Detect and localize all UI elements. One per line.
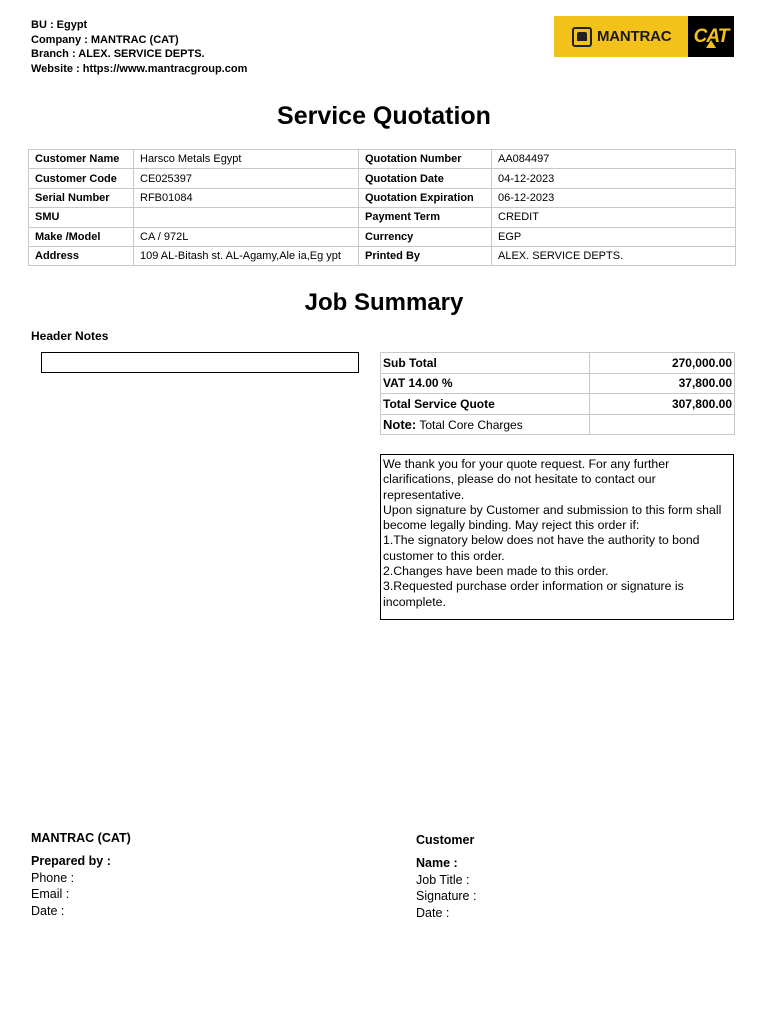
mantrac-emblem-icon (572, 27, 592, 47)
customer-name-label: Name : (416, 855, 458, 870)
website-line: Website : https://www.mantracgroup.com (31, 62, 248, 75)
header-notes-label: Header Notes (31, 329, 109, 343)
mantrac-cat-logo (554, 16, 734, 57)
header-notes-field (41, 352, 359, 373)
detail-value: ALEX. SERVICE DEPTS. (492, 246, 736, 265)
details-row (29, 227, 736, 246)
detail-label: Currency (359, 227, 492, 246)
detail-value: 06-12-2023 (492, 188, 736, 207)
details-row (29, 188, 736, 207)
detail-label: Quotation Date (359, 169, 492, 188)
mantrac-signature-block (31, 830, 131, 920)
detail-value: 109 AL-Bitash st. AL-Agamy,Ale ia,Eg ypt (134, 246, 359, 265)
detail-label: Payment Term (359, 208, 492, 227)
detail-label: Printed By (359, 246, 492, 265)
totals-label: Sub Total (381, 353, 590, 374)
date-label: Date : (31, 904, 65, 919)
detail-value: CA / 972L (134, 227, 359, 246)
mantrac-signature-heading: MANTRAC (CAT) (31, 831, 131, 845)
note-text: Total Core Charges (419, 417, 523, 432)
totals-value: 307,800.00 (590, 394, 735, 415)
details-row (29, 169, 736, 188)
detail-value: RFB01084 (134, 188, 359, 207)
email-label: Email : (31, 887, 70, 902)
totals-row (381, 373, 735, 394)
note-label: Note: (383, 416, 417, 432)
bu-line: BU : Egypt (31, 19, 88, 31)
page-title: Service Quotation (277, 102, 491, 130)
terms-box (380, 454, 734, 620)
job-title-label: Job Title : (416, 872, 470, 887)
totals-value: 270,000.00 (590, 353, 735, 374)
detail-value (134, 208, 359, 227)
details-row (29, 246, 736, 265)
mantrac-logo (554, 16, 688, 57)
totals-label: Total Service Quote (381, 394, 590, 415)
quotation-details-table (28, 149, 736, 266)
customer-signature-block (416, 832, 476, 922)
totals-value: 37,800.00 (590, 373, 735, 394)
detail-label: Serial Number (29, 188, 134, 207)
detail-label: Address (29, 246, 134, 265)
detail-label: SMU (29, 208, 134, 227)
branch-line: Branch : ALEX. SERVICE DEPTS. (31, 48, 205, 60)
cat-logo-text: CAT (693, 25, 729, 47)
prepared-by-label: Prepared by : (31, 853, 111, 868)
detail-value: EGP (492, 227, 736, 246)
detail-label: Customer Code (29, 169, 134, 188)
detail-label: Customer Name (29, 150, 134, 169)
terms-line: 3.Requested purchase order information or signature is incomplete. (383, 579, 684, 609)
signature-label: Signature : (416, 889, 477, 904)
cat-logo (688, 16, 734, 57)
note-value (590, 414, 735, 435)
terms-line: We thank you for your quote request. For any further clarifications, please do not hesitate to contact our representative. (383, 457, 670, 502)
cat-triangle-icon (706, 40, 716, 48)
customer-date-label: Date : (416, 906, 450, 921)
company-line: Company : MANTRAC (CAT) (31, 33, 179, 46)
mantrac-logo-text: MANTRAC (597, 28, 672, 45)
details-row (29, 208, 736, 227)
detail-value: 04-12-2023 (492, 169, 736, 188)
totals-row (381, 394, 735, 415)
phone-label: Phone : (31, 870, 75, 885)
detail-value: AA084497 (492, 150, 736, 169)
customer-signature-heading: Customer (416, 833, 475, 847)
detail-label: Quotation Expiration (359, 188, 492, 207)
terms-line: 1.The signatory below does not have the authority to bond customer to this order. (383, 533, 700, 563)
detail-value: Harsco Metals Egypt (134, 150, 359, 169)
totals-label: VAT 14.00 % (381, 373, 590, 394)
note-cell (381, 414, 590, 435)
job-summary-title: Job Summary (304, 289, 464, 316)
company-info (31, 18, 247, 76)
detail-label: Make /Model (29, 227, 134, 246)
totals-row (381, 353, 735, 374)
totals-table (380, 352, 735, 435)
detail-value: CREDIT (492, 208, 736, 227)
details-row (29, 150, 736, 169)
detail-value: CE025397 (134, 169, 359, 188)
terms-line: Upon signature by Customer and submission to this form shall become legally binding. May reject this order if: (383, 502, 722, 533)
terms-line: 2.Changes have been made to this order. (383, 564, 609, 579)
note-row (381, 414, 735, 435)
detail-label: Quotation Number (359, 150, 492, 169)
